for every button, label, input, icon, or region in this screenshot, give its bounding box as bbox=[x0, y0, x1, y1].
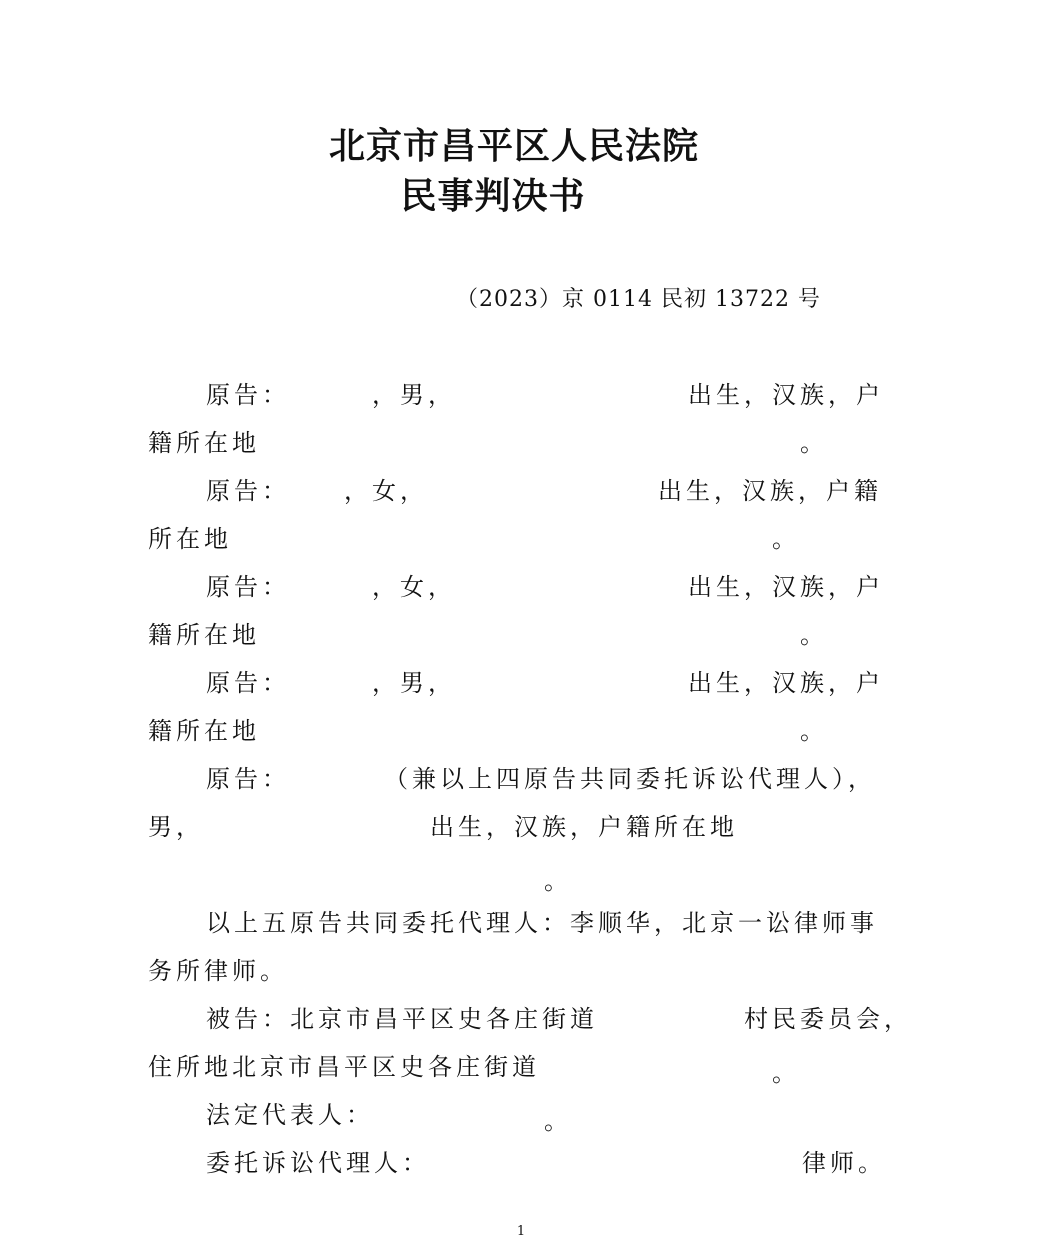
document-type-title: 民事判决书 bbox=[400, 175, 586, 217]
plaintiff-2-gender: ，女， bbox=[344, 477, 428, 505]
plaintiff-1-info: 出生，汉族，户 bbox=[688, 381, 884, 409]
litigation-agent-tail: 律师。 bbox=[802, 1149, 886, 1177]
plaintiff-1-label: 原告： bbox=[206, 381, 290, 409]
plaintiff-3-residence-label: 籍所在地 bbox=[148, 621, 260, 649]
plaintiff-4-gender: ，男， bbox=[372, 669, 456, 697]
plaintiff-5-role-note: （兼以上四原告共同委托诉讼代理人）， bbox=[384, 765, 876, 793]
defendant-line-1-tail: 村民委员会， bbox=[744, 1005, 912, 1033]
page-number: 1 bbox=[516, 1224, 526, 1239]
plaintiff-3-gender: ，女， bbox=[372, 573, 456, 601]
plaintiff-2-period: 。 bbox=[772, 525, 800, 553]
plaintiff-4-residence-label: 籍所在地 bbox=[148, 717, 260, 745]
plaintiff-5-gender: 男， bbox=[148, 813, 204, 841]
legal-representative-label: 法定代表人： bbox=[206, 1101, 374, 1129]
plaintiff-1-gender: ，男， bbox=[372, 381, 456, 409]
plaintiff-1-residence-label: 籍所在地 bbox=[148, 429, 260, 457]
plaintiff-4-period: 。 bbox=[800, 717, 828, 745]
plaintiff-4-label: 原告： bbox=[206, 669, 290, 697]
plaintiff-4-info: 出生，汉族，户 bbox=[688, 669, 884, 697]
plaintiff-3-period: 。 bbox=[800, 621, 828, 649]
common-agent-line-2: 务所律师。 bbox=[148, 957, 288, 985]
common-agent-line-1: 以上五原告共同委托代理人：李顺华，北京一讼律师事 bbox=[206, 909, 878, 937]
plaintiff-1-period: 。 bbox=[800, 429, 828, 457]
plaintiff-2-residence-label: 所在地 bbox=[148, 525, 232, 553]
legal-representative-period: 。 bbox=[544, 1107, 572, 1135]
plaintiff-2-info: 出生，汉族，户籍 bbox=[658, 477, 882, 505]
defendant-line-1: 被告：北京市昌平区史各庄街道 bbox=[206, 1005, 598, 1033]
litigation-agent-label: 委托诉讼代理人： bbox=[206, 1149, 430, 1177]
plaintiff-5-label: 原告： bbox=[206, 765, 290, 793]
plaintiff-3-info: 出生，汉族，户 bbox=[688, 573, 884, 601]
plaintiff-3-label: 原告： bbox=[206, 573, 290, 601]
plaintiff-5-period: 。 bbox=[544, 867, 572, 895]
plaintiff-2-label: 原告： bbox=[206, 477, 290, 505]
plaintiff-5-info: 出生，汉族，户籍所在地 bbox=[430, 813, 738, 841]
defendant-line-2: 住所地北京市昌平区史各庄街道 bbox=[148, 1053, 540, 1081]
case-number: （2023）京 0114 民初 13722 号 bbox=[456, 287, 821, 312]
court-name-title: 北京市昌平区人民法院 bbox=[328, 125, 699, 167]
defendant-period: 。 bbox=[772, 1059, 800, 1087]
